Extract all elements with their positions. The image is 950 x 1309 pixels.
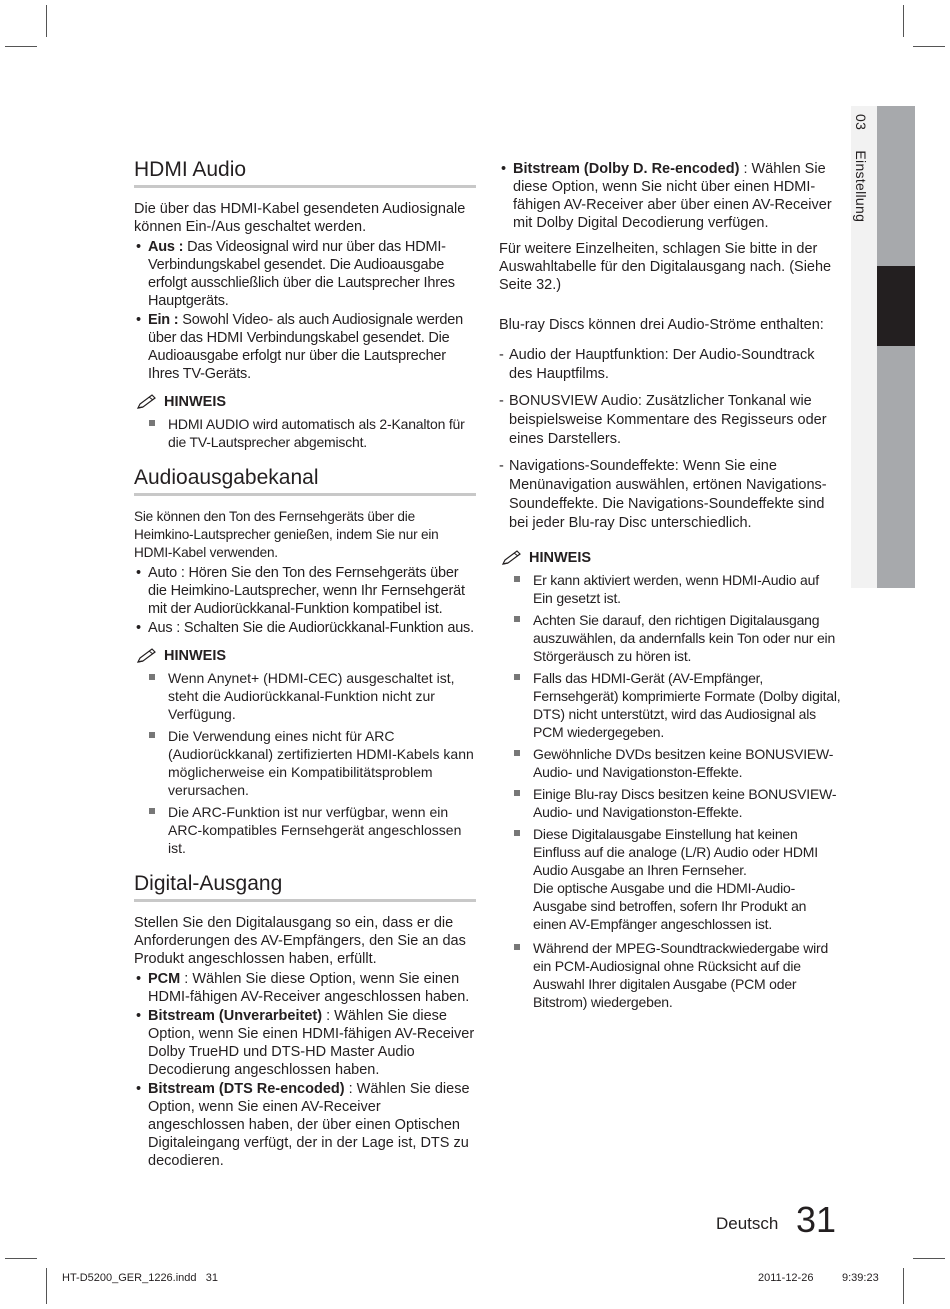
note-item: Er kann aktiviert werden, wenn HDMI-Audio auf Ein gesetzt ist.	[499, 571, 841, 607]
page-number: 31	[796, 1199, 837, 1240]
list-item: • Ein : Sowohl Video- als auch Audiosignale werden über das HDMI Verbindungskabel gesendet. Die Audioausgabe erfolgt nur über die Lautsprecher Ihres TV-Geräts.	[134, 311, 476, 383]
section-title-hdmi-audio: HDMI Audio	[134, 157, 476, 188]
pencil-note-icon	[136, 394, 160, 410]
chapter-title: Einstellung	[853, 150, 869, 223]
note-list	[134, 415, 476, 451]
crop-mark	[46, 1268, 47, 1304]
note-item: Während der MPEG-Soundtrackwiedergabe wird ein PCM-Audiosignal ohne Rücksicht auf die Auswahl Ihrer digitalen Ausgabe (PCM oder Bitstrom) wiedergeben.	[499, 939, 841, 1011]
pencil-note-icon	[136, 648, 160, 664]
right-column	[499, 160, 841, 1023]
list-item: - BONUSVIEW Audio: Zusätzlicher Tonkanal wie beispielsweise Kommentare des Regisseurs oder eines Darstellers.	[499, 392, 841, 449]
list-item: • Aus : Schalten Sie die Audiorückkanal-Funktion aus.	[134, 619, 476, 637]
list-item: • PCM : Wählen Sie diese Option, wenn Sie einen HDMI-fähigen AV-Receiver angeschlossen haben.	[134, 970, 476, 1006]
list-item: • Bitstream (Unverarbeitet) : Wählen Sie diese Option, wenn Sie einen HDMI-fähigen AV-Receiver Dolby TrueHD und DTS-HD Master Audio Decodierung angeschlossen haben.	[134, 1007, 476, 1079]
note-item: Wenn Anynet+ (HDMI-CEC) ausgeschaltet ist, steht die Audiorückkanal-Funktion nicht zur Verfügung.	[134, 669, 476, 723]
note-item: Achten Sie darauf, den richtigen Digitalausgang auszuwählen, da andernfalls kein Ton oder nur ein Störgeräusch zu hören ist.	[499, 611, 841, 665]
note-list	[499, 571, 841, 1011]
crop-mark	[913, 46, 945, 47]
paragraph: Blu-ray Discs können drei Audio-Ströme enthalten:	[499, 317, 824, 333]
left-column	[134, 157, 476, 1171]
file-info: HT-D5200_GER_1226.indd 31	[62, 1272, 218, 1284]
list-item: • Aus : Das Videosignal wird nur über das HDMI-Verbindungskabel gesendet. Die Audioausgabe erfolgt ausschließlich über die Lautsprecher Ihres Hauptgeräts.	[134, 238, 476, 310]
section-intro: Stellen Sie den Digitalausgang so ein, dass er die Anforderungen des AV-Empfängers, den Sie an das Produkt angeschlossen haben, erfüllt.	[134, 915, 466, 967]
note-item: Einige Blu-ray Discs besitzen keine BONUSVIEW-Audio- und Navigationston-Effekte.	[499, 785, 841, 821]
crop-mark	[913, 1258, 945, 1259]
list-item: • Bitstream (DTS Re-encoded) : Wählen Sie diese Option, wenn Sie einen AV-Receiver angeschlossen haben, der über einen Optischen Digitaleingang verfügt, der in der Lage ist, DTS zu decodieren.	[134, 1080, 476, 1170]
crop-mark	[5, 1258, 37, 1259]
note-item: Die ARC-Funktion ist nur verfügbar, wenn ein ARC-kompatibles Fernsehgerät angeschlossen ist.	[134, 803, 476, 857]
crop-mark	[903, 5, 904, 37]
option-list	[499, 160, 841, 232]
note-item: Diese Digitalausgabe Einstellung hat keinen Einfluss auf die analoge (L/R) Audio oder HDMI Audio Ausgabe an Ihren Fernseher. Die optische Ausgabe und die HDMI-Audio-Ausgabe sind betroffen, sofern Ihr Produkt an einen AV-Empfänger angeschlossen ist.	[499, 825, 841, 933]
section-title-audioausgabekanal: Audioausgabekanal	[134, 465, 476, 496]
option-list	[134, 564, 476, 637]
note-heading: HINWEIS	[501, 549, 841, 567]
list-item: • Auto : Hören Sie den Ton des Fernsehgeräts über die Heimkino-Lautsprecher, wenn Ihr Fernsehgerät mit der Audiorückkanal-Funktion kompatibel ist.	[134, 564, 476, 618]
audio-stream-list	[499, 346, 841, 533]
footer-language: Deutsch	[716, 1214, 779, 1233]
list-item: • Bitstream (Dolby D. Re-encoded) : Wählen Sie diese Option, wenn Sie nicht über einen HDMI-fähigen AV-Receiver aber über einen AV-Receiver mit Dolby Digital Decodierung verfügen.	[499, 160, 841, 232]
section-title-digital-ausgang: Digital-Ausgang	[134, 871, 476, 902]
note-list	[134, 669, 476, 857]
list-item: - Audio der Hauptfunktion: Der Audio-Soundtrack des Hauptfilms.	[499, 346, 841, 384]
section-intro: Sie können den Ton des Fernsehgeräts über die Heimkino-Lautsprecher genießen, indem Sie nur ein HDMI-Kabel verwenden.	[134, 509, 439, 560]
note-item: Gewöhnliche DVDs besitzen keine BONUSVIEW-Audio- und Navigationston-Effekte.	[499, 745, 841, 781]
note-heading: HINWEIS	[136, 393, 476, 411]
option-list	[134, 238, 476, 383]
print-time: 9:39:23	[842, 1272, 879, 1284]
note-item: Falls das HDMI-Gerät (AV-Empfänger, Fernsehgerät) komprimierte Formate (Dolby digital, DTS) nicht unterstützt, wird das Audiosignal als PCM wiedergegeben.	[499, 669, 841, 741]
pencil-note-icon	[501, 550, 525, 566]
print-date: 2011-12-26	[758, 1272, 814, 1284]
crop-mark	[46, 5, 47, 37]
section-intro: Die über das HDMI-Kabel gesendeten Audiosignale können Ein-/Aus geschaltet werden.	[134, 201, 466, 235]
option-list	[134, 970, 476, 1170]
note-item: Die Verwendung eines nicht für ARC (Audiorückkanal) zertifizierten HDMI-Kabels kann möglicherweise ein Kompatibilitätsproblem verursachen.	[134, 727, 476, 799]
list-item: - Navigations-Soundeffekte: Wenn Sie eine Menünavigation auswählen, ertönen Navigations-Soundeffekte. Die Navigations-Soundeffekte sind bei jeder Blu-ray Disc unterschiedlich.	[499, 457, 841, 533]
note-heading: HINWEIS	[136, 647, 476, 665]
note-item: HDMI AUDIO wird automatisch als 2-Kanalton für die TV-Lautsprecher abgemischt.	[134, 415, 476, 451]
chapter-marker	[877, 266, 915, 346]
paragraph: Für weitere Einzelheiten, schlagen Sie bitte in der Auswahltabelle für den Digitalausgang nach. (Siehe Seite 32.)	[499, 241, 832, 293]
chapter-label	[853, 114, 869, 222]
crop-mark	[5, 46, 37, 47]
chapter-number: 03	[853, 114, 869, 131]
crop-mark	[903, 1268, 904, 1304]
